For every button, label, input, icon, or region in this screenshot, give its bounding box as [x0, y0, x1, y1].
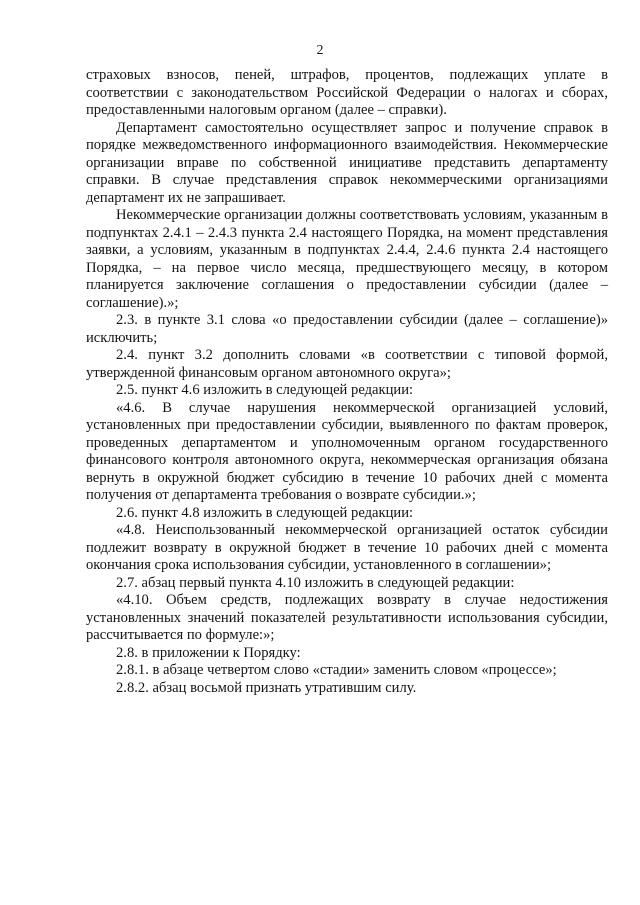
page-number: 2 [316, 43, 324, 58]
paragraph-organization-conditions: Некоммерческие организации должны соответствовать условиям, указанным в подпунктах 2.4.1 – 2.4.3 пункта 2.4 настоящего Порядка, на момент представления заявки, а условиям, указанным в подпунктах 2.4.4, 2.4.6 пункта 2.4 настоящего Порядка, – на первое число месяца, предшествующего месяцу, в котором планируется заключение соглашения о предоставлении субсидии (далее – соглашение).»; [86, 207, 608, 311]
paragraph-item-2-6: 2.6. пункт 4.8 изложить в следующей редакции: [116, 504, 414, 521]
paragraph-quote-4-10: «4.10. Объем средств, подлежащих возврату в случае недостижения установленных значений показателей результативности использования субсидии, рассчитывается по формуле:»; [86, 592, 608, 643]
paragraph-quote-4-8: «4.8. Неиспользованный некоммерческой организацией остаток субсидии подлежит возврату в окружной бюджет в течение 10 рабочих дней с момента окончания срока использования субсидии, установленного в соглашении»; [86, 522, 608, 573]
paragraph-department-request: Департамент самостоятельно осуществляет запрос и получение справок в порядке межведомственного информационного взаимодействия. Некоммерческие организации вправе по собственной инициативе представить департаменту справки. В случае представления справок некоммерческими организациями департамент их не запрашивает. [86, 119, 608, 206]
paragraph-item-2-8-1: 2.8.1. в абзаце четвертом слово «стадии» заменить словом «процессе»; [116, 662, 557, 678]
paragraph-item-2-3: 2.3. в пункте 3.1 слова «о предоставлении субсидии (далее – соглашение)» исключить; [86, 312, 608, 346]
document-body [86, 67, 608, 697]
paragraph-item-2-7: 2.7. абзац первый пункта 4.10 изложить в следующей редакции: [116, 574, 515, 591]
paragraph-quote-4-6: «4.6. В случае нарушения некоммерческой организацией условий, установленных при предоставлении субсидии, выявленного по фактам проверок, проведенных департаментом и уполномоченным органом государственного финансового контроля автономного округа, некоммерческая организация обязана вернуть в окружной бюджет субсидию в течение 10 рабочих дней с момента получения от департамента требования о возврате субсидии.»; [86, 399, 608, 503]
paragraph-certificates-continuation: страховых взносов, пеней, штрафов, процентов, подлежащих уплате в соответствии с законодательством Российской Федерации о налогах и сборах, предоставленными налоговым органом (далее – справки). [86, 67, 608, 118]
paragraph-item-2-4: 2.4. пункт 3.2 дополнить словами «в соответствии с типовой формой, утвержденной финансовым органом автономного округа»; [86, 347, 608, 381]
paragraph-item-2-8: 2.8. в приложении к Порядку: [116, 644, 301, 661]
paragraph-item-2-5: 2.5. пункт 4.6 изложить в следующей редакции: [116, 382, 414, 398]
paragraph-item-2-8-2: 2.8.2. абзац восьмой признать утратившим силу. [116, 679, 417, 696]
